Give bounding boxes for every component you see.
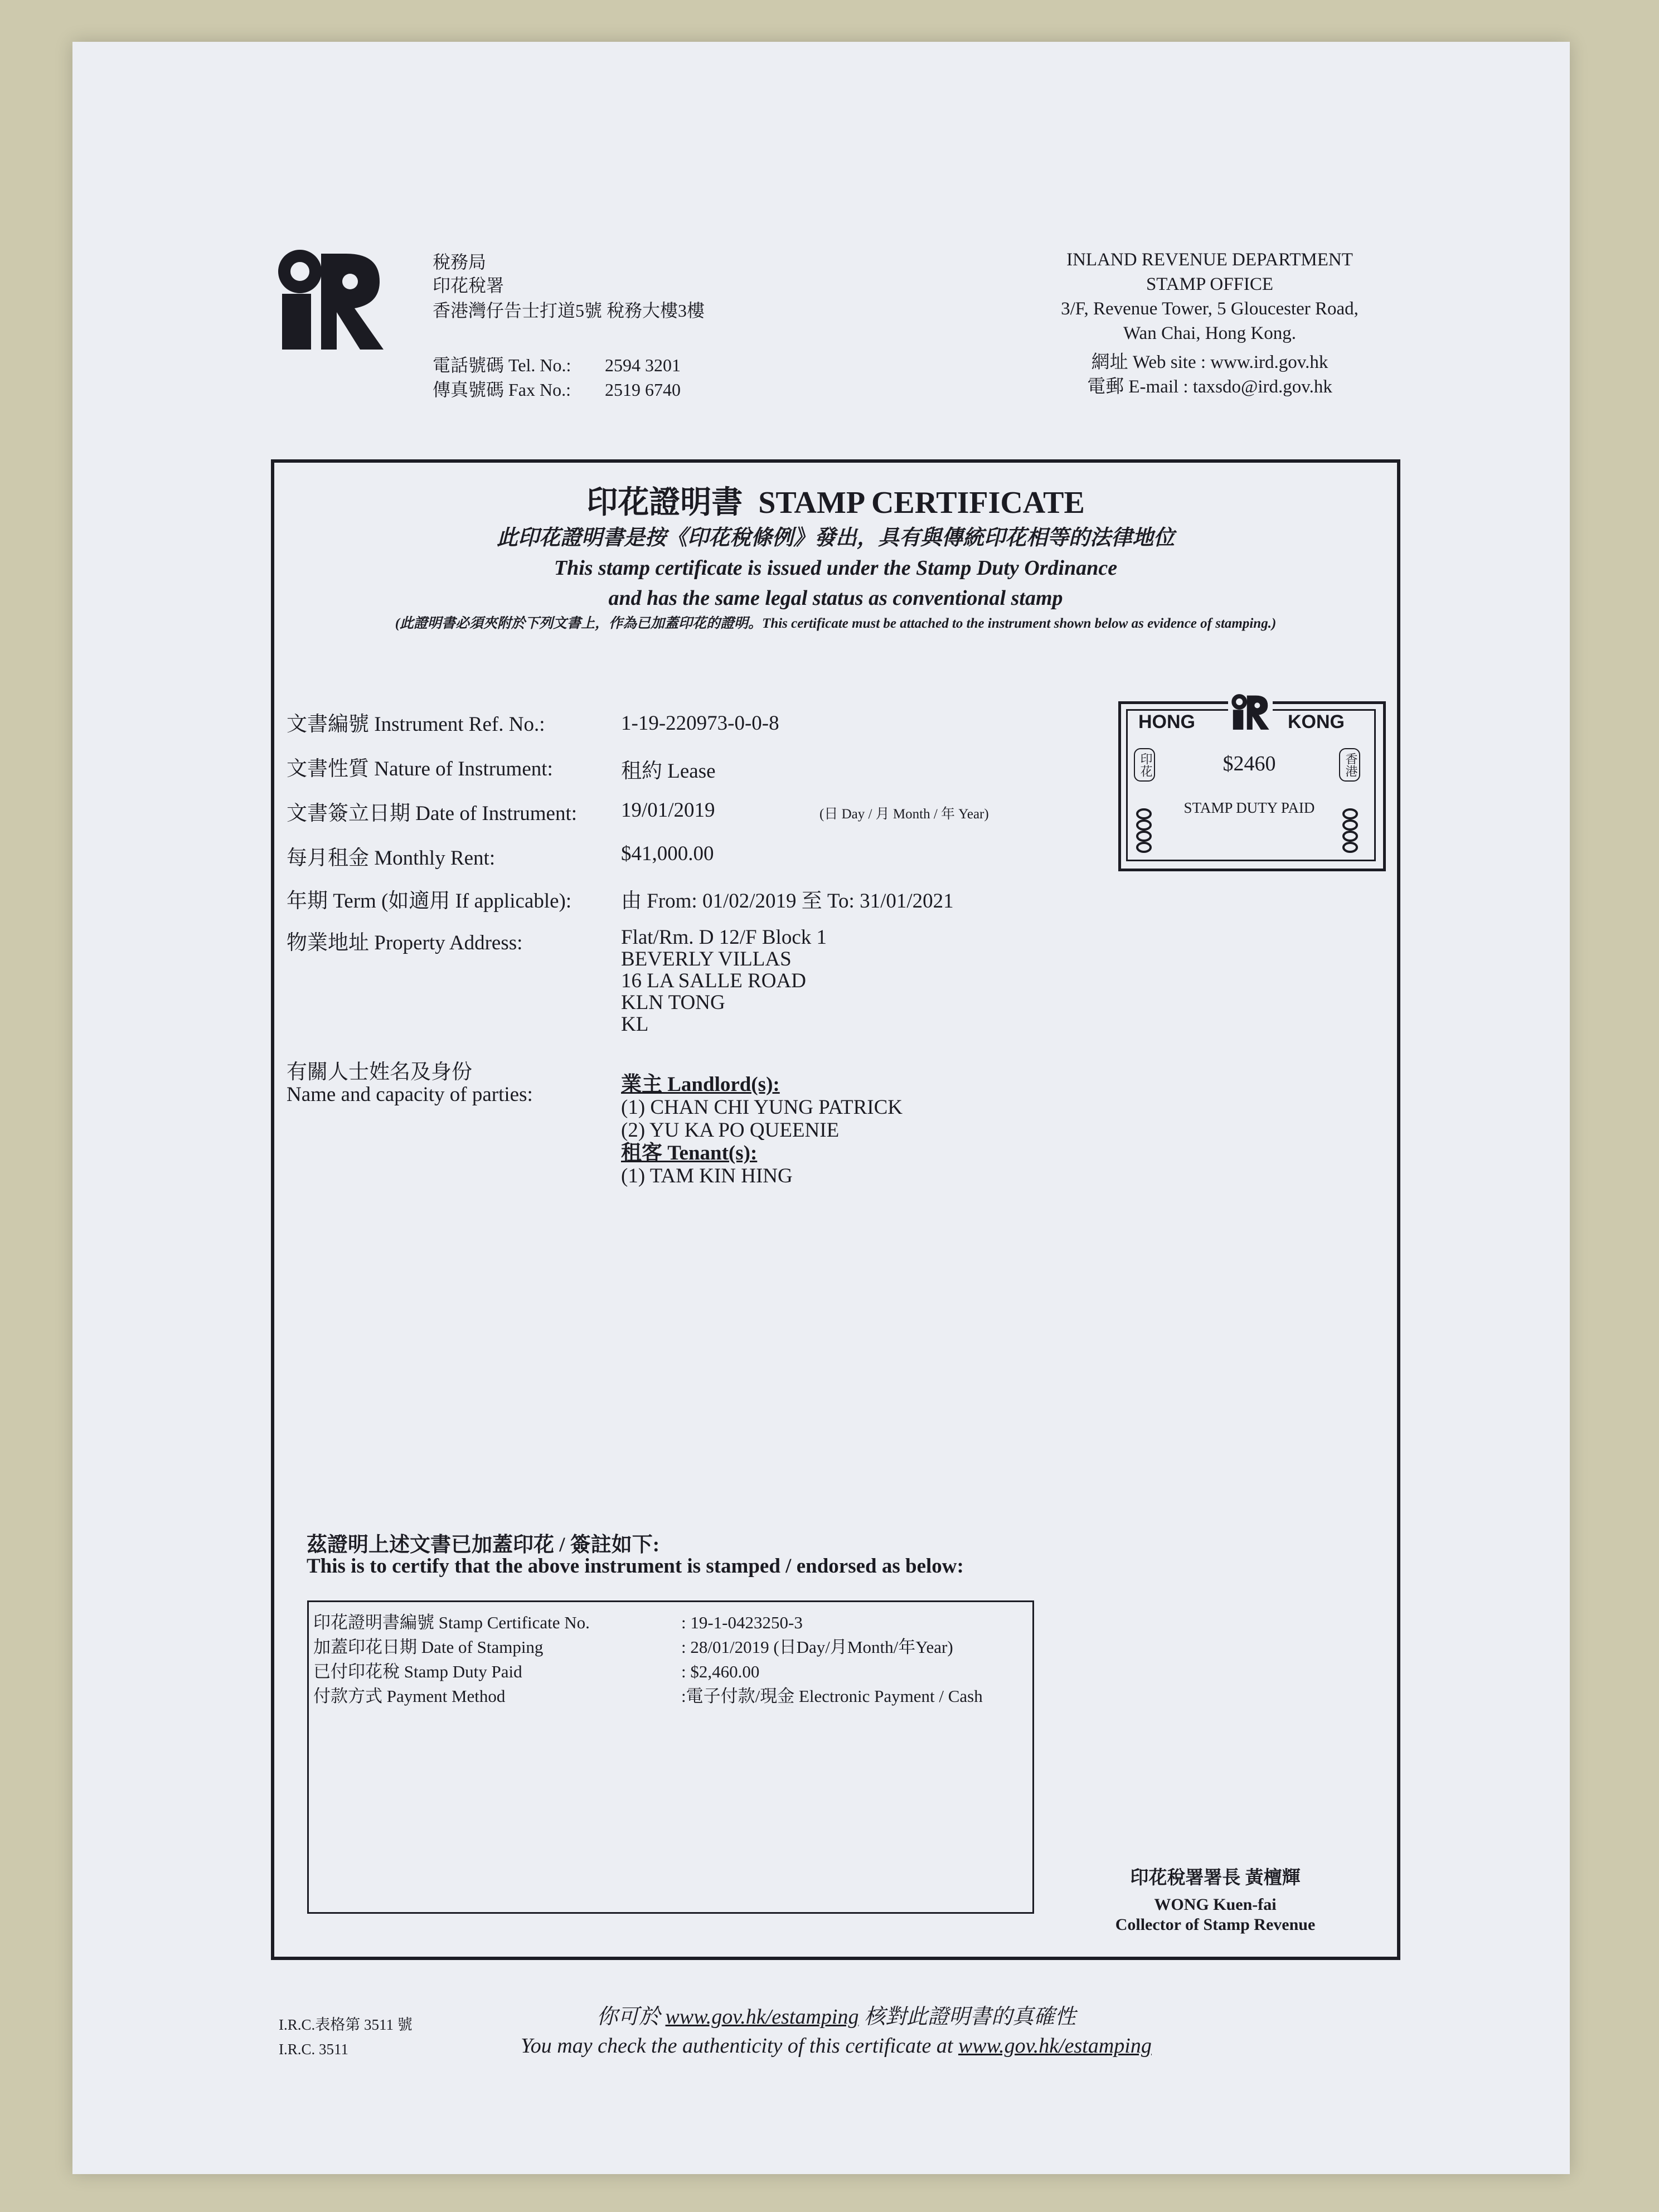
term-value: 由 From: 01/02/2019 至 To: 31/01/2021	[621, 890, 954, 913]
address-line-1: 3/F, Revenue Tower, 5 Gloucester Road,	[1061, 299, 1359, 319]
stamp-caption: STAMP DUTY PAID	[1183, 799, 1315, 816]
duty-paid-value: : $2,460.00	[681, 1662, 760, 1681]
form-number-cn: I.R.C.表格第 3511 號	[279, 2016, 413, 2033]
ref-value: 1-19-220973-0-0-8	[621, 712, 779, 735]
endorsement-values	[681, 1611, 983, 1709]
stamp-kong: KONG	[1288, 711, 1345, 733]
attachment-note: (此證明書必須夾附於下列文書上，作為已加蓋印花的證明。This certificate must be attached to the instrument shown below as evidence of stamping.)	[395, 616, 1277, 631]
form-number-en: I.R.C. 3511	[279, 2041, 349, 2058]
payment-method-value: :電子付款/現金 Electronic Payment / Cash	[681, 1686, 983, 1706]
stamp-cert-no-label: 印花證明書編號 Stamp Certificate No.	[313, 1613, 590, 1632]
fax-number: 2519 6740	[605, 380, 681, 400]
verification-link[interactable]: www.gov.hk/estamping	[665, 2005, 859, 2029]
address-label: 物業地址 Property Address:	[287, 932, 523, 954]
authenticity-note	[390, 2002, 1282, 2060]
landlord-name: (2) YU KA PO QUEENIE	[621, 1119, 840, 1142]
tel-number: 2594 3201	[605, 355, 681, 375]
org-name-cn: 稅務局	[433, 252, 487, 272]
address-line: 16 LA SALLE ROAD	[621, 969, 806, 992]
tel-label: 電話號碼 Tel. No.:	[433, 355, 571, 375]
property-address	[621, 926, 827, 1035]
email: 電郵 E-mail : taxsdo@ird.gov.hk	[1087, 377, 1332, 397]
landlord-name: (1) CHAN CHI YUNG PATRICK	[621, 1096, 903, 1119]
tenant-name: (1) TAM KIN HING	[621, 1165, 793, 1187]
subtitle-cn: 此印花證明書是按《印花稅條例》發出，具有與傳統印花相等的法律地位	[496, 526, 1175, 550]
nature-value: 租約 Lease	[621, 760, 716, 783]
address-line: BEVERLY VILLAS	[621, 948, 792, 971]
title-en: STAMP CERTIFICATE	[758, 486, 1085, 520]
nature-label: 文書性質 Nature of Instrument:	[287, 758, 553, 780]
address-line: Flat/Rm. D 12/F Block 1	[621, 926, 827, 949]
dept-name-en: INLAND REVENUE DEPARTMENT	[1066, 250, 1353, 270]
office-name-en: STAMP OFFICE	[1146, 274, 1274, 294]
verification-link-en[interactable]: www.gov.hk/estamping	[958, 2034, 1152, 2058]
stamp-cert-no-value: : 19-1-0423250-3	[681, 1613, 803, 1632]
endorsement-heading-cn: 茲證明上述文書已加蓋印花 / 簽註如下:	[307, 1534, 660, 1556]
fax-label: 傳真號碼 Fax No.:	[433, 380, 571, 400]
subtitle-en-1: This stamp certificate is issued under the Stamp Duty Ordinance	[554, 556, 1118, 580]
collector-title-cn: 印花稅署署長 黃檀輝	[1130, 1868, 1301, 1888]
date-of-stamping-value: : 28/01/2019 (日Day/月Month/年Year)	[681, 1637, 953, 1657]
stamp-side-left: 印花	[1134, 748, 1155, 782]
stamp-hong: HONG	[1138, 711, 1195, 733]
address-line: KL	[621, 1013, 649, 1036]
check-cn-pre: 你可於	[596, 2005, 666, 2029]
address-line: KLN TONG	[621, 991, 725, 1014]
check-cn-post: 核對此證明書的真確性	[858, 2005, 1076, 2029]
payment-method-label: 付款方式 Payment Method	[313, 1686, 506, 1706]
website: 網址 Web site : www.ird.gov.hk	[1091, 352, 1328, 372]
tenant-heading: 租客 Tenant(s):	[621, 1142, 758, 1165]
address-line-2: Wan Chai, Hong Kong.	[1123, 323, 1296, 343]
parties-label	[287, 1061, 533, 1106]
term-label: 年期 Term (如適用 If applicable):	[287, 890, 572, 913]
date-of-stamping-label: 加蓋印花日期 Date of Stamping	[313, 1637, 544, 1657]
date-value: 19/01/2019	[621, 799, 715, 822]
ird-logo	[276, 248, 385, 351]
ref-label: 文書編號 Instrument Ref. No.:	[287, 713, 545, 736]
parties-list	[621, 1073, 903, 1187]
endorsement-heading-en: This is to certify that the above instrument is stamped / endorsed as below:	[307, 1555, 964, 1578]
date-label: 文書簽立日期 Date of Instrument:	[287, 802, 577, 825]
title-cn: 印花證明書	[586, 486, 743, 520]
subtitle-en-2: and has the same legal status as conventional stamp	[608, 586, 1063, 610]
stamp-amount: $2460	[1223, 752, 1276, 775]
endorsement-labels	[313, 1611, 590, 1709]
stamp-side-right: 香港	[1339, 748, 1360, 782]
stamp-ird-logo	[1228, 693, 1273, 730]
collector-title-en: Collector of Stamp Revenue	[1115, 1915, 1316, 1934]
landlord-heading: 業主 Landlord(s):	[621, 1073, 780, 1096]
parties-label-cn: 有關人士姓名及身份	[287, 1061, 472, 1084]
rent-value: $41,000.00	[621, 842, 714, 865]
address-cn: 香港灣仔告士打道5號 稅務大樓3樓	[433, 300, 705, 321]
certificate-title	[271, 483, 1400, 523]
check-en-pre: You may check the authenticity of this certificate at	[521, 2034, 958, 2058]
collector-name-en: WONG Kuen-fai	[1154, 1895, 1277, 1914]
duty-paid-label: 已付印花稅 Stamp Duty Paid	[313, 1662, 522, 1681]
date-format: (日 Day / 月 Month / 年 Year)	[819, 807, 989, 822]
office-name-cn: 印花稅署	[433, 275, 505, 295]
signatory-block	[1070, 1865, 1360, 1935]
rent-label: 每月租金 Monthly Rent:	[287, 847, 496, 870]
parties-label-en: Name and capacity of parties:	[287, 1083, 533, 1106]
